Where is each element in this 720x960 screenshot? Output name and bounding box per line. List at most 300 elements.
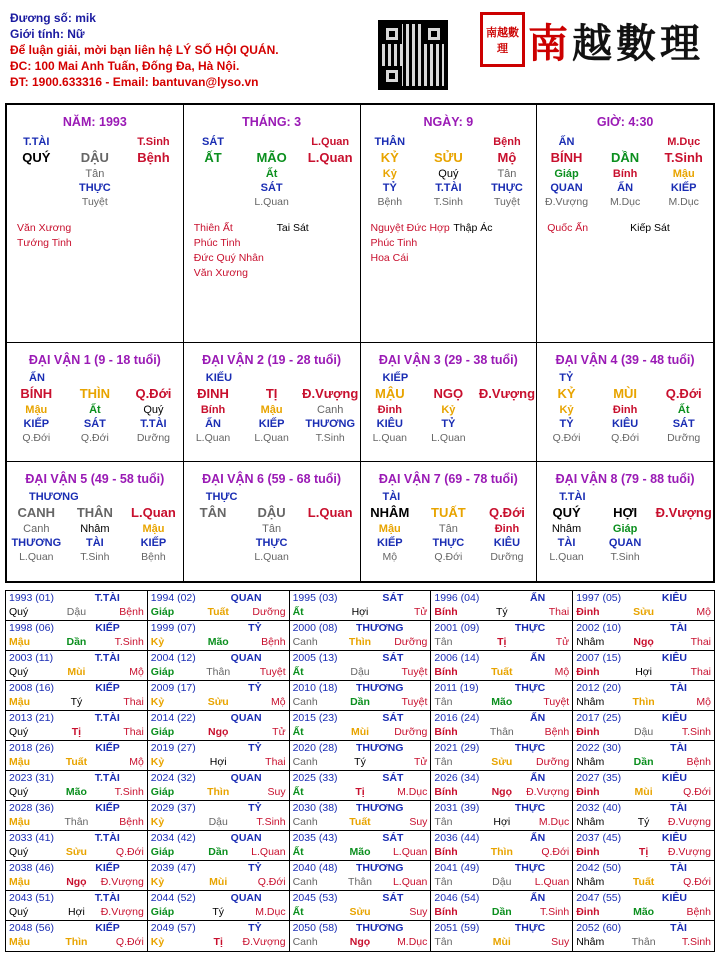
annual-year: 2015 (23) xyxy=(292,712,338,724)
pillar-ten-god xyxy=(7,135,183,149)
annual-cell-bottom xyxy=(576,665,711,679)
annual-branch: Tị xyxy=(497,636,507,648)
annual-cell-top xyxy=(576,591,711,605)
annual-cell xyxy=(431,771,573,800)
annual-cell xyxy=(573,861,714,890)
annual-stem: Đinh xyxy=(576,786,600,798)
luck-hidden-stems-2 xyxy=(478,403,537,417)
annual-branch: Tý xyxy=(70,696,83,708)
luck-hidden-gods-1: THỰC xyxy=(255,537,288,549)
pillar-hidden-stages xyxy=(361,195,537,209)
annual-ten-god: THƯƠNG xyxy=(355,862,404,874)
annual-branch: Mùi xyxy=(350,726,370,738)
star-item: Tướng Tinh xyxy=(17,237,72,249)
annual-stem: Quý xyxy=(9,786,29,798)
annual-year: 2052 (60) xyxy=(576,922,622,934)
annual-branch: Dần xyxy=(66,636,87,648)
annual-branch: Dậu xyxy=(350,666,370,678)
annual-row xyxy=(6,651,714,681)
annual-ten-god: KIÊU xyxy=(661,772,687,784)
annual-year: 2029 (37) xyxy=(150,802,196,814)
pillar-hidden-gods-1: SÁT xyxy=(260,182,283,194)
pillar-hidden-gods-2: THỰC xyxy=(491,182,523,194)
annual-year: 2030 (38) xyxy=(292,802,338,814)
annual-stage: Mộ xyxy=(696,606,711,618)
annual-cell-top xyxy=(434,591,569,605)
pillar-hidden-gods xyxy=(361,181,537,195)
luck-ten-god: THỰC xyxy=(205,491,238,503)
luck-stem-branch-0: KỶ xyxy=(557,386,576,401)
annual-ten-god: TỶ xyxy=(248,622,262,634)
pillar-hidden-stages-0 xyxy=(184,195,243,209)
annual-ten-god: QUAN xyxy=(230,592,262,604)
annual-cell-top xyxy=(576,831,711,845)
annual-cell-top xyxy=(434,921,569,935)
annual-stem: Bính xyxy=(434,666,458,678)
annual-branch: Mùi xyxy=(634,786,653,798)
annual-cell-bottom xyxy=(151,755,286,769)
annual-cell xyxy=(573,651,714,680)
luck-hidden-stems-0: Canh xyxy=(23,523,50,535)
annual-branch: Hợi xyxy=(209,756,227,768)
annual-cell-top xyxy=(9,711,144,725)
annual-ten-god: THỰC xyxy=(514,802,546,814)
annual-ten-god: TỶ xyxy=(248,862,262,874)
annual-stage: Dưỡng xyxy=(536,756,570,768)
star-item: Phúc Tinh xyxy=(370,237,418,249)
pillar-title: THÁNG: 3 xyxy=(242,115,302,129)
annual-ten-god: QUAN xyxy=(230,712,262,724)
annual-stage: Suy xyxy=(267,786,286,798)
annual-stage: Tuyệt xyxy=(543,696,570,708)
luck-period-7 xyxy=(537,462,713,581)
annual-cell-top xyxy=(434,831,569,845)
luck-stem-branch-2: Q.Đới xyxy=(665,386,702,401)
annual-cell xyxy=(6,741,148,770)
annual-stage: Bệnh xyxy=(544,726,570,738)
luck-hidden-stems-0 xyxy=(184,522,243,536)
annual-cell-bottom xyxy=(151,875,286,889)
annual-stage: Thai xyxy=(690,666,711,678)
annual-ten-god: TÀI xyxy=(670,682,687,694)
annual-cell-top xyxy=(576,801,711,815)
luck-hidden-gods-1: TÀI xyxy=(86,537,104,549)
annual-stage: M.Dục xyxy=(255,906,286,918)
pillar-stem-branch-2: Mộ xyxy=(497,150,517,165)
annual-cell xyxy=(431,801,573,830)
annual-cell-top xyxy=(293,651,428,665)
phone-email: ĐT: 1900.633316 - Email: bantuvan@lyso.vn xyxy=(10,75,259,89)
pillar-hidden-stems-2 xyxy=(301,167,360,181)
annual-branch: Mão xyxy=(207,636,229,648)
annual-cell xyxy=(431,711,573,740)
annual-ten-god: THƯƠNG xyxy=(355,682,404,694)
annual-stage: Tử xyxy=(413,606,428,618)
pillar-hidden-gods-0 xyxy=(184,181,243,195)
luck-period-2 xyxy=(361,343,538,461)
annual-cell-top xyxy=(9,681,144,695)
annual-stage: Đ.Vượng xyxy=(667,846,711,858)
pillar-stars xyxy=(184,209,360,281)
annual-stem: Bính xyxy=(434,606,458,618)
annual-cell-bottom xyxy=(151,845,286,859)
luck-ten-god: KIẾU xyxy=(205,372,233,384)
annual-stem: Kỷ xyxy=(150,636,165,648)
pillar-hidden-gods xyxy=(184,181,360,195)
annual-cell xyxy=(573,711,714,740)
annual-stem: Đinh xyxy=(576,906,600,918)
pillar-hidden-gods-2: KIẾP xyxy=(670,182,697,194)
annual-ten-god: THƯƠNG xyxy=(355,802,404,814)
annual-cell-top xyxy=(576,921,711,935)
luck-stem-branch-0: CANH xyxy=(17,505,56,520)
annual-cell-top xyxy=(151,921,286,935)
luck-stages-1: L.Quan xyxy=(254,432,289,444)
annual-stage: Tử xyxy=(272,726,286,738)
luck-stages xyxy=(184,431,360,445)
luck-hidden-stems-1: Kỷ xyxy=(441,404,456,416)
luck-stem-branch xyxy=(7,385,183,403)
annual-year: 2010 (18) xyxy=(292,682,338,694)
annual-stem: Kỷ xyxy=(150,696,165,708)
annual-ten-god: TÀI xyxy=(670,622,687,634)
annual-year: 2011 (19) xyxy=(434,682,479,694)
annual-year: 1996 (04) xyxy=(434,592,480,604)
annual-row xyxy=(6,921,714,951)
annual-stem: Kỷ xyxy=(150,876,165,888)
annual-branch: Sửu xyxy=(207,696,229,708)
annual-stage: Đ.Vượng xyxy=(242,936,286,948)
annual-stage: Đ.Vượng xyxy=(100,906,144,918)
luck-hidden-gods xyxy=(537,536,713,550)
annual-cell-top xyxy=(9,831,144,845)
luck-stages-0: Mộ xyxy=(382,551,398,563)
annual-stage: Đ.Vượng xyxy=(100,876,144,888)
annual-year: 1995 (03) xyxy=(292,592,338,604)
pillar-top xyxy=(537,135,713,149)
annual-stage: T.Sinh xyxy=(256,816,286,828)
annual-cell xyxy=(573,801,714,830)
annual-cell xyxy=(573,681,714,710)
annual-year: 2027 (35) xyxy=(576,772,622,784)
luck-stages-0: Q.Đới xyxy=(22,432,51,444)
annual-stage: Thai xyxy=(265,756,286,768)
annual-cell-top xyxy=(434,741,569,755)
luck-stages-2: Bệnh xyxy=(141,551,166,563)
luck-hidden-stems xyxy=(184,522,360,536)
annual-ten-god: QUAN xyxy=(230,772,262,784)
annual-stem: Canh xyxy=(292,936,318,948)
annual-year: 2007 (15) xyxy=(576,652,622,664)
annual-year: 2036 (44) xyxy=(434,832,480,844)
annual-cell-top xyxy=(576,681,711,695)
annual-ten-god: SÁT xyxy=(382,772,404,784)
luck-hidden-gods-2: KIẾP xyxy=(140,537,167,549)
annual-cell-bottom xyxy=(9,695,144,709)
annual-cell-bottom xyxy=(9,905,144,919)
luck-stem-branch-1: TỊ xyxy=(265,386,278,401)
luck-period-5 xyxy=(184,462,361,581)
annual-cell xyxy=(148,711,290,740)
annual-stem: Đinh xyxy=(576,606,600,618)
annual-stem: Bính xyxy=(434,906,458,918)
annual-year: 2025 (33) xyxy=(292,772,338,784)
annual-stem: Quý xyxy=(9,606,29,618)
luck-stem-branch-0: QUÝ xyxy=(552,505,581,520)
luck-stem-branch-1: DẬU xyxy=(257,505,286,520)
annual-cell xyxy=(573,741,714,770)
annual-stem: Mậu xyxy=(9,876,30,888)
annual-year: 2022 (30) xyxy=(576,742,622,754)
annual-cell-bottom xyxy=(576,635,711,649)
annual-stage: Tuyệt xyxy=(259,666,286,678)
annual-cell-bottom xyxy=(434,935,569,949)
annual-stem: Nhâm xyxy=(576,696,605,708)
annual-ten-god: THỰC xyxy=(514,862,546,874)
luck-hidden-gods-1: SÁT xyxy=(83,418,106,430)
annual-cell xyxy=(148,891,290,920)
pillar-stem-branch xyxy=(537,149,713,167)
annual-stem: Giáp xyxy=(150,786,175,798)
pillar-hidden-stages-0: Đ.Vượng xyxy=(544,196,589,208)
luck-hidden-stems xyxy=(361,522,537,536)
annual-cell-top xyxy=(151,741,286,755)
luck-hidden-gods-1: KIẾP xyxy=(258,418,285,430)
luck-ten-god: THƯƠNG xyxy=(29,491,79,503)
annual-ten-god: ẤN xyxy=(530,892,546,904)
annual-stage: Bệnh xyxy=(119,606,144,618)
annual-ten-god: T.TÀI xyxy=(94,712,120,724)
pillar-hidden-stages-1: L.Quan xyxy=(254,196,289,208)
luck-hidden-stems-1: Tân xyxy=(438,523,458,535)
annual-stage: Mộ xyxy=(129,666,144,678)
star-item: Thiên Ất xyxy=(193,222,233,234)
luck-stages xyxy=(537,550,713,564)
annual-branch: Thân xyxy=(206,666,231,678)
pillar-stem-branch-0: ẤT xyxy=(204,150,222,165)
annual-cell-bottom xyxy=(151,665,286,679)
annual-branch: Hợi xyxy=(351,606,369,618)
annual-ten-god: QUAN xyxy=(230,832,262,844)
annual-year: 2048 (56) xyxy=(9,922,54,934)
annual-branch: Dậu xyxy=(492,876,512,888)
annual-stem: Giáp xyxy=(150,906,175,918)
annual-cell-top xyxy=(9,741,144,755)
annual-year: 2049 (57) xyxy=(150,922,196,934)
luck-stages-1: Q.Đới xyxy=(434,551,463,563)
annual-cell-top xyxy=(576,711,711,725)
luck-hidden-gods-0: KIẾP xyxy=(376,537,403,549)
annual-branch: Dậu xyxy=(633,726,654,738)
annual-cell-bottom xyxy=(151,605,286,619)
luck-hidden-gods xyxy=(7,536,183,550)
luck-hidden-gods xyxy=(7,417,183,431)
pillar-top xyxy=(7,135,183,149)
annual-ten-god: KIẾP xyxy=(95,742,120,754)
annual-cell xyxy=(290,741,432,770)
annual-cell-bottom xyxy=(9,665,144,679)
annual-cell-bottom xyxy=(151,905,286,919)
annual-stage: Tử xyxy=(555,636,570,648)
annual-ten-god: SÁT xyxy=(382,892,404,904)
annual-cell-top xyxy=(434,621,569,635)
luck-stages xyxy=(184,550,360,564)
annual-branch: Tị xyxy=(71,726,82,738)
address: ĐC: 100 Mai Anh Tuấn, Đống Đa, Hà Nội. xyxy=(10,59,240,73)
annual-stem: Bính xyxy=(434,786,458,798)
annual-stem: Canh xyxy=(292,636,318,648)
annual-stem: Tân xyxy=(434,936,453,948)
annual-branch: Hợi xyxy=(635,666,652,678)
annual-stage: Bệnh xyxy=(686,906,711,918)
luck-hidden-stems-1: Đinh xyxy=(612,404,638,416)
luck-period-6 xyxy=(361,462,538,581)
pillar-hidden-gods xyxy=(537,181,713,195)
annual-cell-top xyxy=(9,591,144,605)
annual-ten-god: TỶ xyxy=(248,922,262,934)
luck-stem-branch xyxy=(184,385,360,403)
annual-year: 1994 (02) xyxy=(150,592,196,604)
annual-cell xyxy=(573,921,714,951)
annual-year: 2050 (58) xyxy=(292,922,338,934)
annual-ten-god: ẤN xyxy=(530,712,546,724)
annual-stem: Nhâm xyxy=(576,876,605,888)
annual-cell-top xyxy=(576,651,711,665)
annual-stem: Quý xyxy=(9,726,29,738)
stars-bad xyxy=(453,221,536,266)
pillar-hidden-stages-2 xyxy=(301,195,360,209)
annual-branch: Mão xyxy=(349,846,371,858)
annual-cell xyxy=(573,591,714,620)
luck-hidden-gods-1: TỶ xyxy=(441,418,456,430)
annual-cell-bottom xyxy=(293,845,428,859)
annual-branch: Ngọ xyxy=(349,936,371,948)
annual-year: 2003 (11) xyxy=(9,652,54,664)
annual-row xyxy=(6,681,714,711)
pillar-hidden-stems-2: Tân xyxy=(497,168,517,180)
luck-title: ĐẠI VẬN 8 (79 - 88 tuổi) xyxy=(555,472,695,486)
luck-stem-branch-1: THÂN xyxy=(76,505,113,520)
pillar-ten-god xyxy=(184,135,360,149)
luck-hidden-stems xyxy=(7,403,183,417)
annual-stage: Suy xyxy=(551,936,570,948)
annual-cell-bottom xyxy=(293,785,428,799)
annual-stem: Quý xyxy=(9,906,29,918)
annual-year: 2017 (25) xyxy=(576,712,622,724)
annual-branch: Sửu xyxy=(491,756,513,768)
annual-branch: Thìn xyxy=(632,696,655,708)
annual-cell-bottom xyxy=(293,695,428,709)
luck-hidden-stems-0: Đinh xyxy=(377,404,403,416)
annual-cell-bottom xyxy=(576,905,711,919)
luck-period-1 xyxy=(184,343,361,461)
annual-ten-god: KIẾP xyxy=(95,682,120,694)
annual-ten-god: TỶ xyxy=(248,742,262,754)
annual-cell-bottom xyxy=(9,725,144,739)
annual-branch: Thân xyxy=(64,816,89,828)
annual-branch: Ngọ xyxy=(633,636,654,648)
luck-stages-0: L.Quan xyxy=(372,432,408,444)
annual-cell xyxy=(573,891,714,920)
annual-cell-bottom xyxy=(434,755,569,769)
annual-branch: Hợi xyxy=(68,906,85,918)
pillar-ten-god-1 xyxy=(419,135,478,149)
luck-hidden-stems-0: Bính xyxy=(200,404,226,416)
pillar-ten-god-0: T.TÀI xyxy=(23,136,50,148)
annual-cell xyxy=(431,651,573,680)
annual-year: 2034 (42) xyxy=(150,832,196,844)
luck-stages-0: L.Quan xyxy=(19,551,54,563)
annual-cell xyxy=(431,591,573,620)
annual-cell xyxy=(6,831,148,860)
pillar-hidden-stems-1: Tân xyxy=(85,168,105,180)
luck-hidden-stems-2: Mậu xyxy=(142,523,165,535)
pillar-hidden-stems xyxy=(537,167,713,181)
annual-cell xyxy=(148,771,290,800)
pillar-ten-god-2: T.Sinh xyxy=(137,136,170,148)
annual-cell xyxy=(431,741,573,770)
luck-hidden-stems-0: Nhâm xyxy=(551,523,582,535)
owner-name: Đương số: mik xyxy=(10,11,96,25)
annual-cell-top xyxy=(151,801,286,815)
annual-cell xyxy=(290,711,432,740)
annual-branch: Thìn xyxy=(65,936,88,948)
annual-stem: Tân xyxy=(434,636,453,648)
annual-stem: Kỷ xyxy=(150,936,165,948)
star-item: Văn Xương xyxy=(17,222,72,234)
annual-branch: Tý xyxy=(212,906,225,918)
annual-stem: Mậu xyxy=(9,696,30,708)
annual-year: 2047 (55) xyxy=(576,892,622,904)
annual-stem: Ất xyxy=(292,606,304,618)
pillar-hidden-stems xyxy=(184,167,360,181)
luck-stages xyxy=(537,431,713,445)
pillar-0 xyxy=(7,105,184,342)
annual-ten-god: T.TÀI xyxy=(94,772,120,784)
annual-stage: Q.Đới xyxy=(257,876,286,888)
pillar-ten-god-2: Bệnh xyxy=(493,136,521,148)
annual-stage: Thai xyxy=(690,636,711,648)
annual-ten-god: TÀI xyxy=(670,922,687,934)
annual-ten-god: THỰC xyxy=(514,922,546,934)
annual-cell xyxy=(290,651,432,680)
star-item: Nguyệt Đức Hợp xyxy=(370,222,450,234)
annual-year: 2004 (12) xyxy=(150,652,196,664)
annual-cell-top xyxy=(576,621,711,635)
luck-stem-branch-2: Q.Đới xyxy=(488,505,525,520)
annual-cell-bottom xyxy=(576,725,711,739)
annual-cell-bottom xyxy=(576,935,711,949)
luck-period-4 xyxy=(7,462,184,581)
annual-stage: Dưỡng xyxy=(394,726,428,738)
annual-stage: Đ.Vượng xyxy=(667,816,711,828)
annual-cell-top xyxy=(293,741,428,755)
annual-cell-bottom xyxy=(293,755,428,769)
annual-ten-god: ẤN xyxy=(530,652,546,664)
annual-year: 2033 (41) xyxy=(9,832,54,844)
luck-stem-branch-1: TUẤT xyxy=(431,505,466,520)
annual-year: 2026 (34) xyxy=(434,772,480,784)
annual-ten-god: QUAN xyxy=(230,892,262,904)
luck-title: ĐẠI VẬN 1 (9 - 18 tuổi) xyxy=(28,353,161,367)
qr-code-icon xyxy=(378,20,448,90)
annual-stage: Q.Đới xyxy=(683,786,711,798)
annual-cell xyxy=(573,771,714,800)
star-item: Phúc Tinh xyxy=(193,237,241,249)
luck-stages-2: Dưỡng xyxy=(136,432,171,444)
pillar-hidden-stems-1: Quý xyxy=(438,168,459,180)
luck-stages xyxy=(361,550,537,564)
